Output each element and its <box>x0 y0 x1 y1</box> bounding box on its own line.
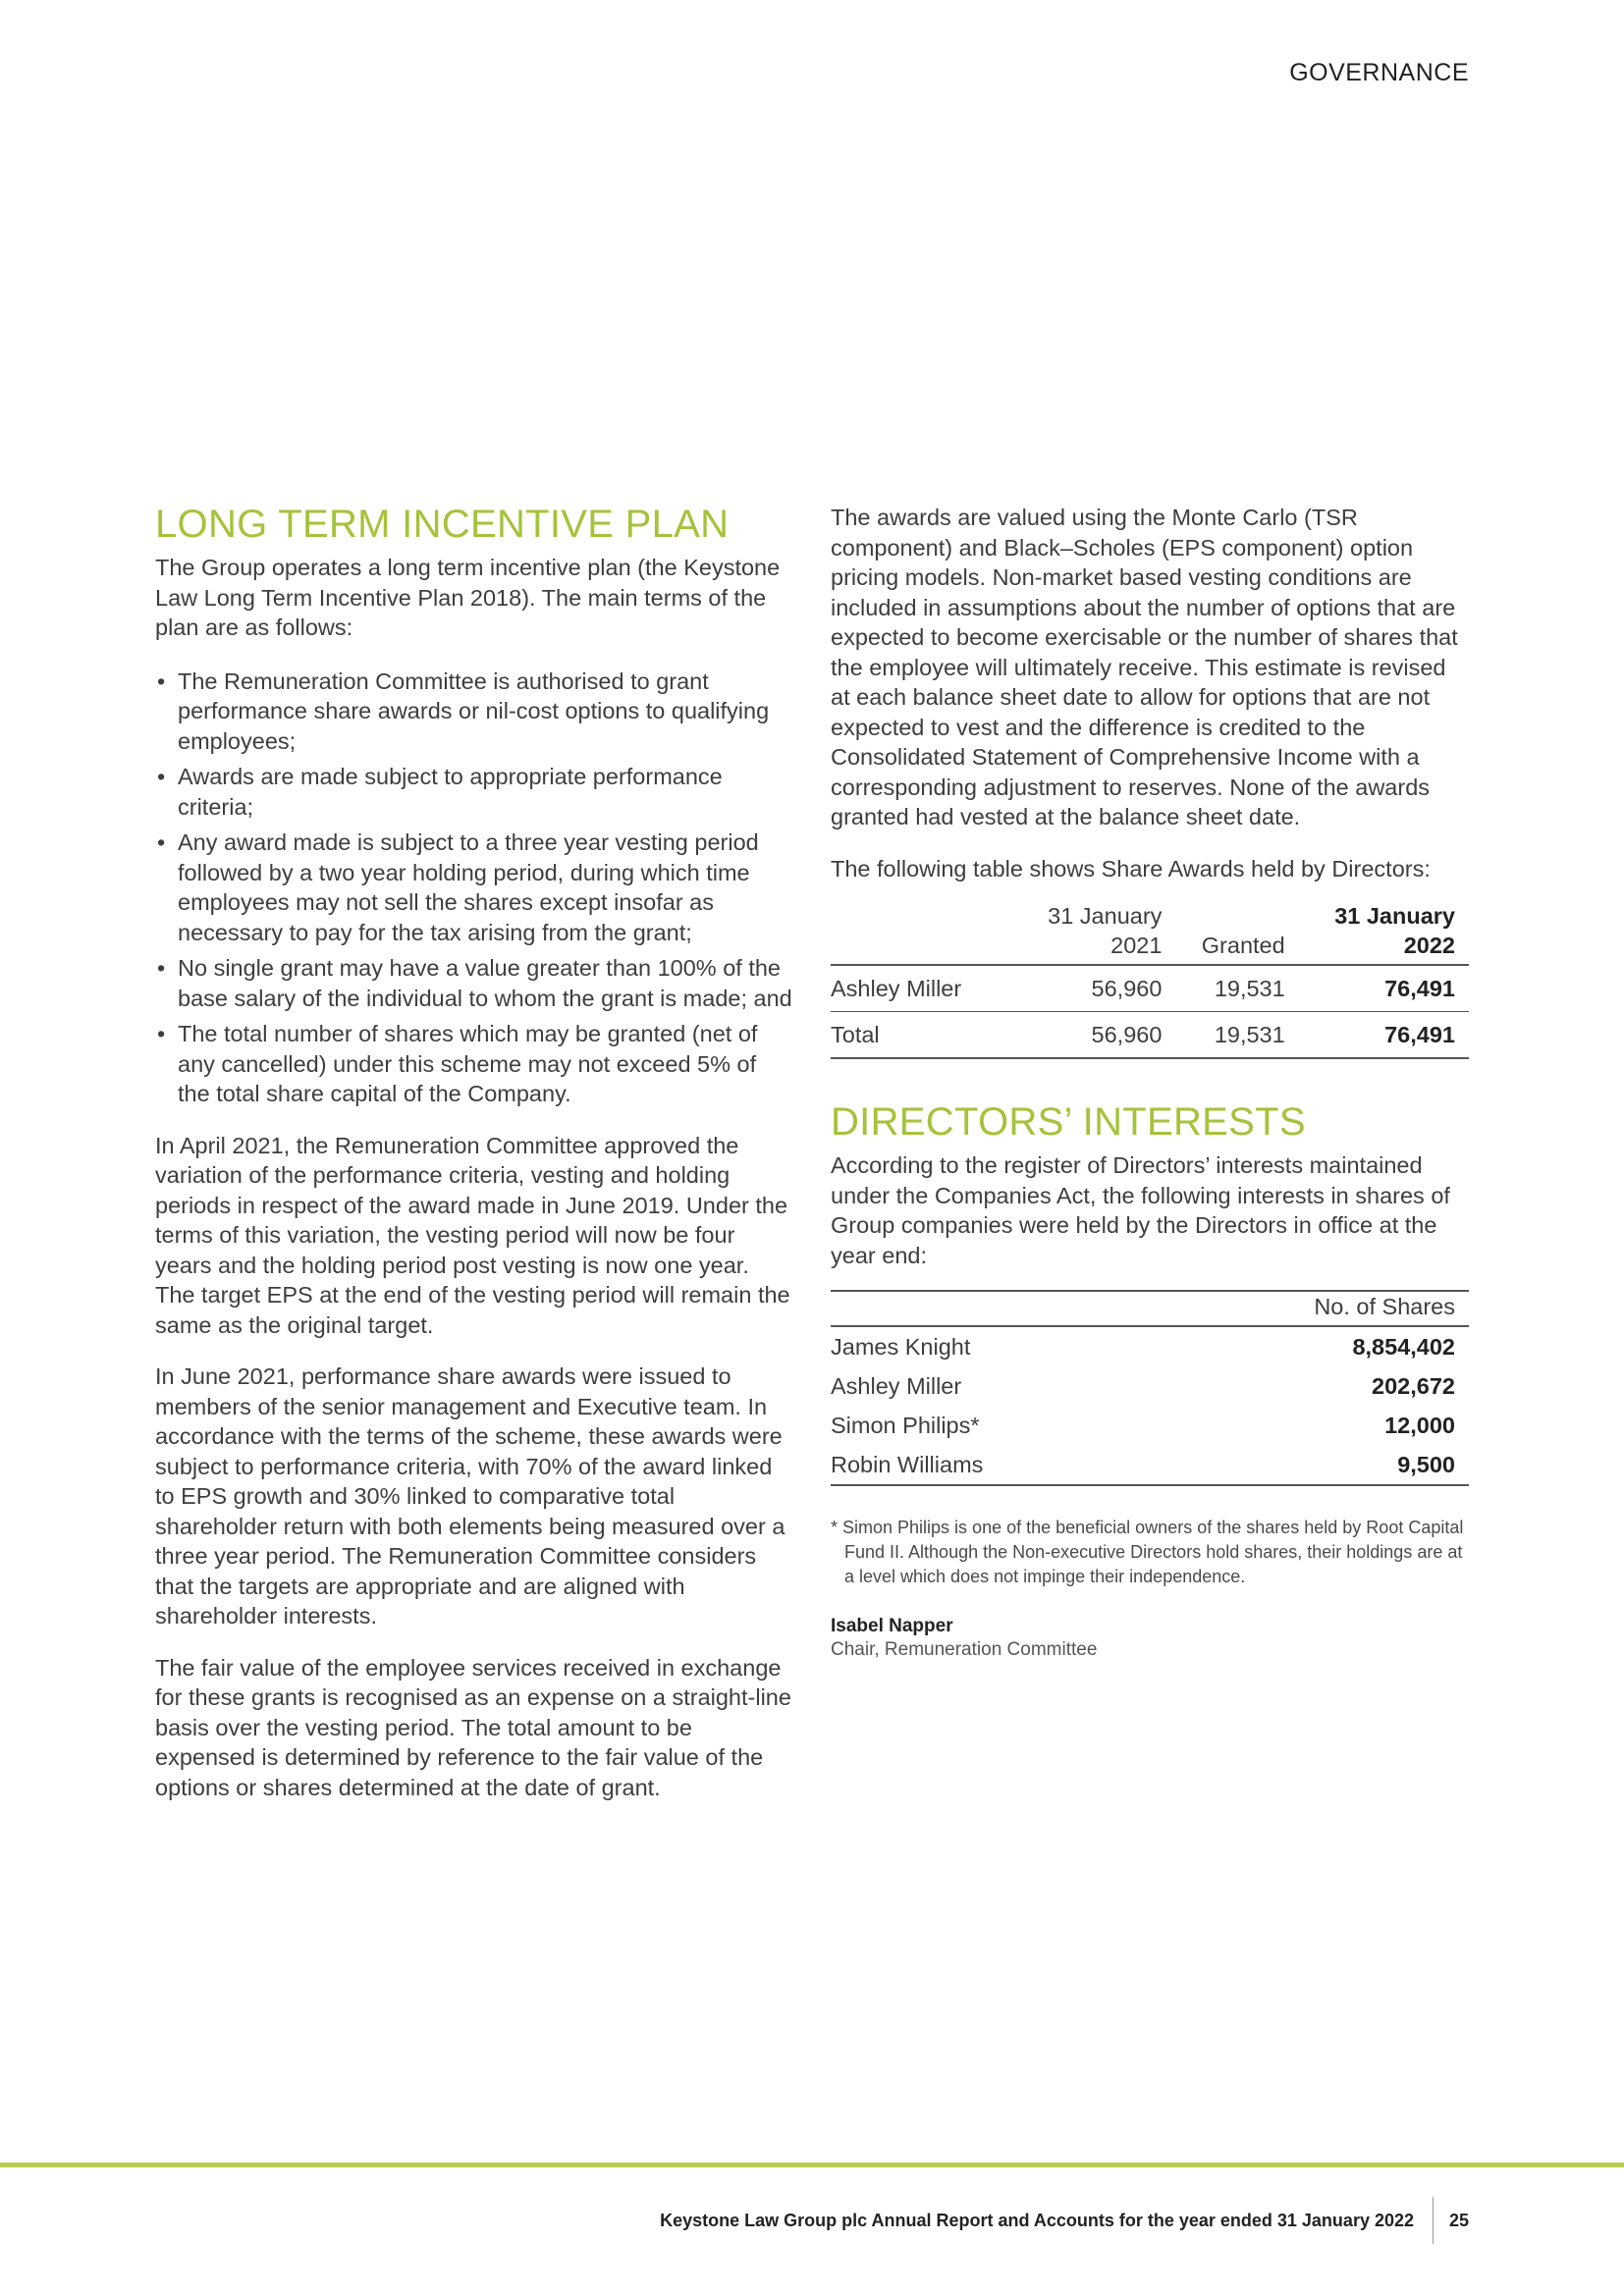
fair-value-paragraph: The fair value of the employee services received in exchange for these grants is recognised as an expense on a straight-line basis over the vesting period. The total amount to be expensed is determined by reference to the fair value of the options or shares determined at the date of grant. <box>155 1654 791 1800</box>
footer-rule <box>0 2163 1624 2167</box>
table-row <box>831 1366 1469 1406</box>
total-label: Total <box>831 1022 880 1047</box>
right-column <box>831 503 1469 1662</box>
table-row <box>831 965 1469 1012</box>
header-granted: Granted <box>1201 933 1285 958</box>
bullet-icon: • <box>157 764 166 789</box>
table-row <box>831 1445 1469 1485</box>
signatory-role: Chair, Remuneration Committee <box>831 1639 1098 1660</box>
list-item-text: The total number of shares which may be granted (net of any cancelled) under this scheme may not exceed 5% of the total share capital of the Company. <box>178 1021 758 1106</box>
director-name: James Knight <box>831 1334 971 1360</box>
table-header-row <box>831 1291 1469 1326</box>
signature-block <box>831 1615 1469 1662</box>
left-column <box>155 503 793 1802</box>
share-awards-table <box>831 901 1469 1059</box>
share-count: 9,500 <box>1397 1452 1455 1477</box>
table-row <box>831 1326 1469 1366</box>
header-name <box>831 1291 1162 1326</box>
header-jan-2022: 31 January 2022 <box>1334 903 1455 958</box>
directors-shares-table <box>831 1290 1469 1486</box>
value-granted: 19,531 <box>1214 976 1285 1001</box>
value-jan-2021: 56,960 <box>1091 976 1163 1001</box>
share-count: 202,672 <box>1372 1373 1455 1399</box>
share-count: 12,000 <box>1384 1413 1455 1438</box>
ltip-terms-list <box>155 667 793 1109</box>
directors-interests-heading: DIRECTORS’ INTERESTS <box>831 1100 1306 1144</box>
footer-text: Keystone Law Group plc Annual Report and Accounts for the year ended 31 January 2022 <box>660 2211 1414 2230</box>
list-item <box>155 953 793 1013</box>
list-item-text: Awards are made subject to appropriate performance criteria; <box>178 764 723 820</box>
signatory-name: Isabel Napper <box>831 1616 953 1636</box>
bullet-icon: • <box>157 667 166 694</box>
director-name: Simon Philips* <box>831 1413 980 1438</box>
page-number: 25 <box>1449 2211 1470 2230</box>
total-jan-2021: 56,960 <box>1091 1022 1163 1047</box>
valuation-paragraph: The awards are valued using the Monte Carlo (TSR component) and Black–Scholes (EPS component) option pricing models. Non-market based vesting conditions are included in assumptions about the number of options that are expected to become exercisable or the number of shares that the employee will ultimately receive. This estimate is revised at each balance sheet date to allow for options that are not expected to vest and the difference is credited to the Consolidated Statement of Comprehensive Income with a corresponding adjustment to reserves. None of the awards granted had vested at the balance sheet date. <box>831 505 1458 829</box>
june-paragraph: In June 2021, performance share awards were issued to members of the senior management and Executive team. In accordance with the terms of the scheme, these awards were subject to performance criteria, with 70% of the award linked to EPS growth and 30% linked to comparative total shareholder return with both elements being measured over a three year period. The Remuneration Committee considers that the targets are appropriate and are aligned with shareholder interests. <box>155 1363 785 1629</box>
table-intro: The following table shows Share Awards held by Directors: <box>831 855 1431 881</box>
director-name: Ashley Miller <box>831 1373 962 1399</box>
list-item <box>155 828 793 947</box>
list-item <box>155 667 793 757</box>
list-item <box>155 762 793 822</box>
table-total-row <box>831 1012 1469 1059</box>
bullet-icon: • <box>157 955 166 981</box>
ltip-intro: The Group operates a long term incentive plan (the Keystone Law Long Term Incentive Plan 2018). The main terms of the plan are as follows: <box>155 555 781 640</box>
bullet-icon: • <box>157 1021 166 1046</box>
table-header-row <box>831 901 1469 965</box>
header-name <box>831 901 1013 965</box>
section-label: GOVERNANCE <box>1289 59 1469 86</box>
list-item-text: The Remuneration Committee is authorised to grant performance share awards or nil-cost options to qualifying employees; <box>178 667 770 754</box>
total-granted: 19,531 <box>1214 1022 1285 1047</box>
april-paragraph: In April 2021, the Remuneration Committee approved the variation of the performance criteria, vesting and holding periods in respect of the award made in June 2019. Under the terms of this variation, the vesting period will now be four years and the holding period post vesting is now one year. The target EPS at the end of the vesting period will remain the same as the original target. <box>155 1132 790 1338</box>
list-item <box>155 1019 793 1109</box>
bullet-icon: • <box>157 829 166 855</box>
total-jan-2022: 76,491 <box>1384 1022 1455 1047</box>
list-item-text: No single grant may have a value greater than 100% of the base salary of the individual to whom the grant is made; and <box>178 955 792 1011</box>
share-count: 8,854,402 <box>1352 1334 1455 1360</box>
table-row <box>831 1406 1469 1445</box>
ltip-heading: LONG TERM INCENTIVE PLAN <box>155 503 730 546</box>
footer-divider <box>1433 2197 1434 2244</box>
interests-intro: According to the register of Directors’ interests maintained under the Companies Act, the following interests in shares of Group companies were held by the Directors in office at the year end: <box>831 1152 1450 1268</box>
footnote: * Simon Philips is one of the beneficial owners of the shares held by Root Capital Fund II. Although the Non-executive Directors hold shares, their holdings are at a level which does not impinge their independence. <box>831 1518 1464 1586</box>
header-jan-2021: 31 January 2021 <box>1048 903 1163 958</box>
value-jan-2022: 76,491 <box>1384 976 1455 1001</box>
list-item-text: Any award made is subject to a three year vesting period followed by a two year holding period, during which time employees may not sell the shares except insofar as necessary to pay for the tax arising from the grant; <box>178 829 759 945</box>
director-name: Ashley Miller <box>831 976 962 1001</box>
director-name: Robin Williams <box>831 1452 984 1477</box>
header-no-of-shares: No. of Shares <box>1314 1294 1455 1319</box>
